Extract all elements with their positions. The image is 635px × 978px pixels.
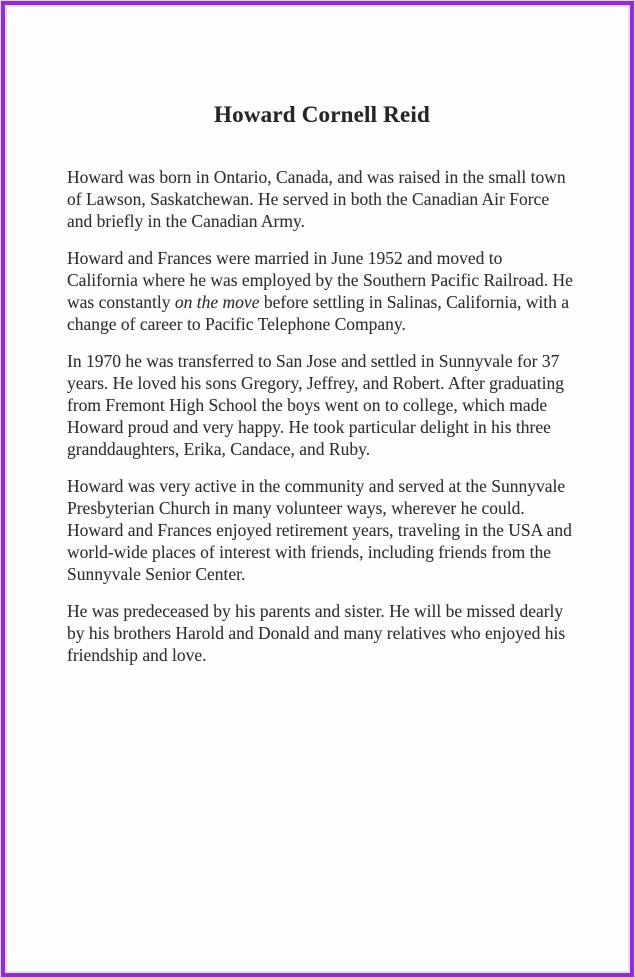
paragraph-text: In 1970 he was transferred to San Jose and settled in Sunnyvale for 37 years. He loved his sons Gregory, Jeffrey, and Robert. After graduating from Fremont High School the boys went on to college, which made Howard proud and very happy. He took particular delight in his three granddaughters, Erika, Candace, and Ruby. — [67, 351, 564, 459]
paragraph-text: before settling in Salinas, California, with a change of career to Pacific Telephone Company. — [67, 292, 570, 334]
paragraph-text: Howard was born in Ontario, Canada, and was raised in the small town of Lawson, Saskatchewan. He served in both the Canadian Air Force and briefly in the Canadian Army. — [67, 167, 566, 231]
paragraph-text: Howard and Frances were married in June 1952 and moved to California where he was employed by the Southern Pacific Railroad. He was constantly — [67, 248, 573, 312]
paragraph-sunnyvale-family — [67, 350, 577, 460]
paragraph-birth — [67, 166, 577, 232]
paragraph-marriage-career — [67, 247, 577, 335]
paragraph-text: Howard was very active in the community and served at the Sunnyvale Presbyterian Church in many volunteer ways, wherever he could. Howard and Frances enjoyed retirement years, traveling in the USA and world-wide places of interest with friends, including friends from the Sunnyvale Senior Center. — [67, 476, 572, 584]
italic-phrase: on the move — [174, 292, 260, 312]
paragraph-predeceased — [67, 600, 577, 666]
paragraph-text: He was predeceased by his parents and sister. He will be missed dearly by his brothers Harold and Donald and many relatives who enjoyed his friendship and love. — [67, 601, 566, 665]
paragraph-community-retirement — [67, 475, 577, 585]
page-title: Howard Cornell Reid — [214, 102, 430, 127]
